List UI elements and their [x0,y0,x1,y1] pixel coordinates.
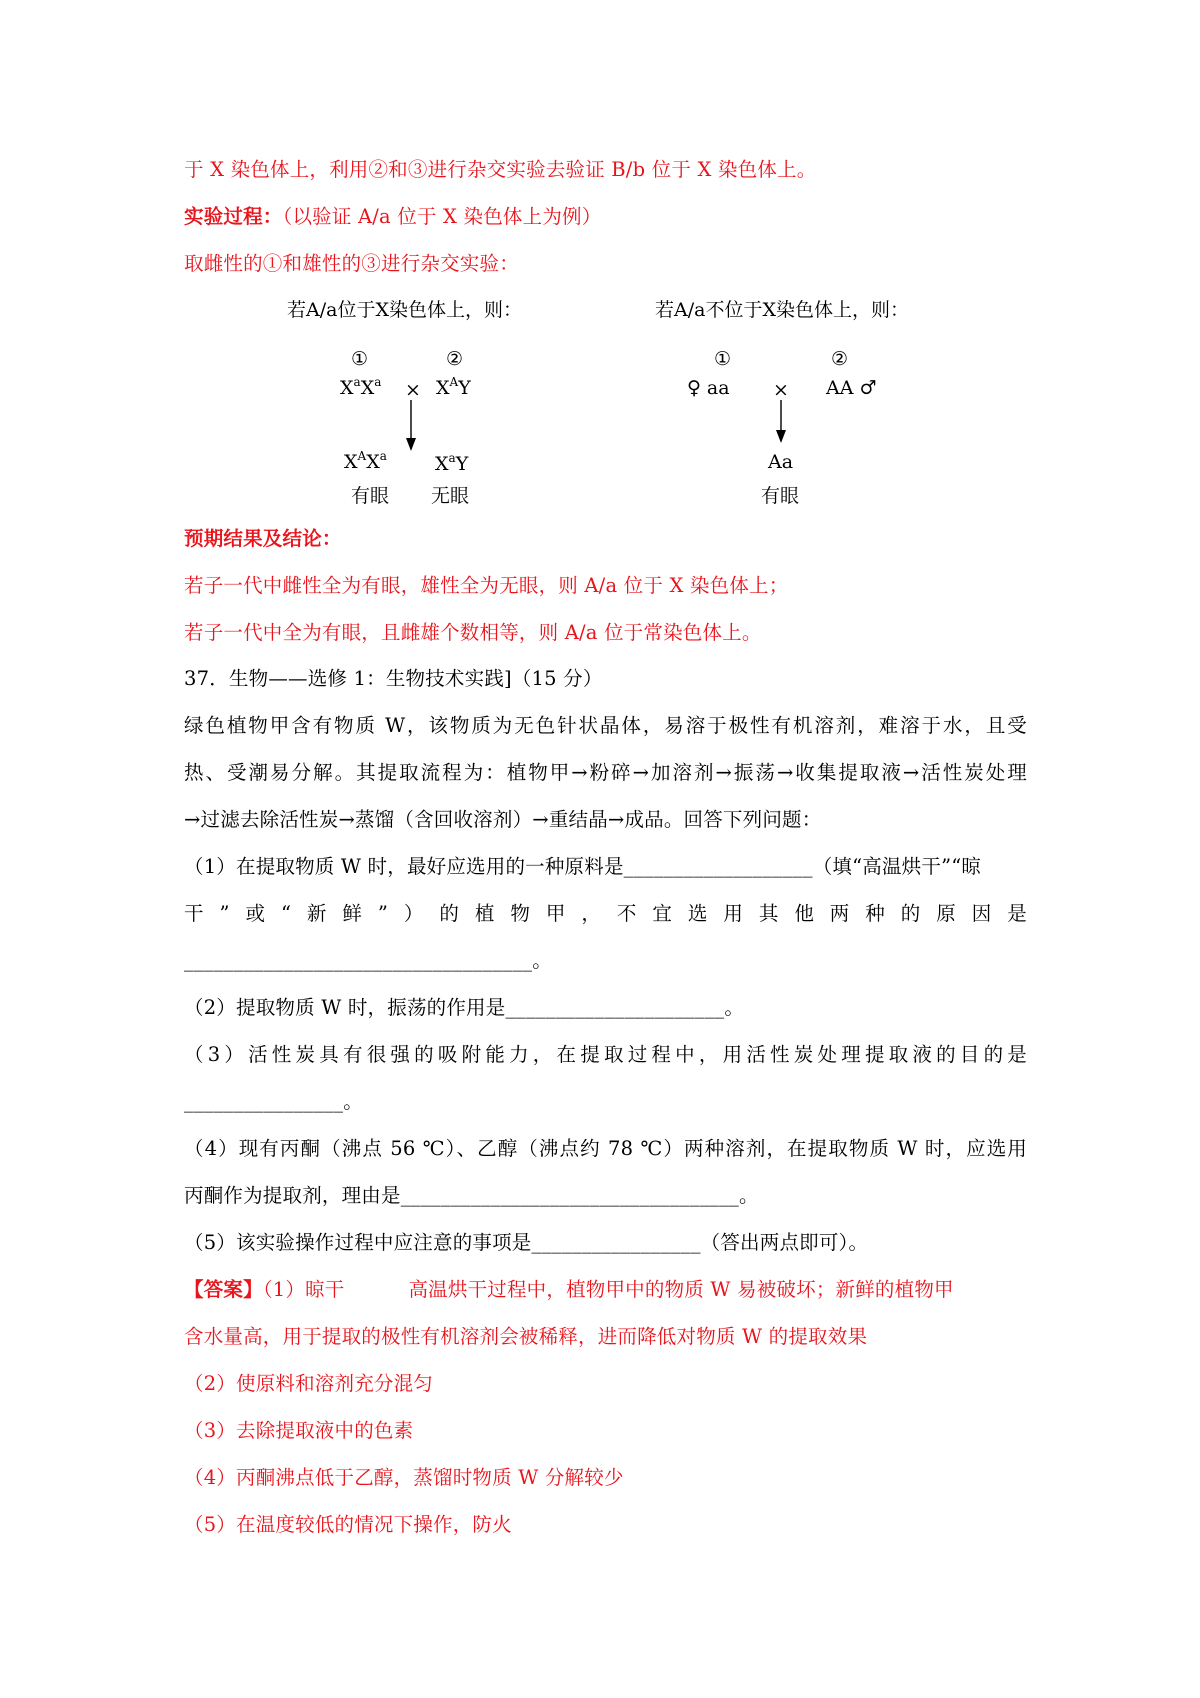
experiment-text: （以验证 A/a 位于 X 染色体上为例） [282,205,602,228]
subquestion-5: （5）该实验操作过程中应注意的事项是_________________（答出两点即可）。 [184,1231,869,1254]
answer-2: （2）使原料和溶剂充分混匀 [184,1372,434,1395]
right-offspring-phenotype: 有眼 [761,485,800,507]
subquestion-4-line-2: 丙酮作为提取剂，理由是__________________________________。 [184,1184,759,1207]
cross-instruction: 取雌性的①和雄性的③进行杂交实验： [184,252,519,275]
right-parent1-number: ① [714,348,732,370]
left-parent2-number: ② [446,348,464,370]
right-parent2-number: ② [831,348,849,370]
left-parent1-genotype: $X^aX^a$ [340,375,382,399]
question-stem-line-1: 绿色植物甲含有物质 W，该物质为无色针状晶体，易溶于极性有机溶剂，难溶于水，且受 [184,714,1027,737]
intro-line: 于 X 染色体上，利用②和③进行杂交实验去验证 B/b 位于 X 染色体上。 [184,158,817,181]
question-stem-line-2: 热、受潮易分解。其提取流程为：植物甲→粉碎→加溶剂→振荡→收集提取液→活性炭处理 [184,761,1027,784]
result-line-2: 若子一代中全为有眼，且雌雄个数相等，则 A/a 位于常染色体上。 [184,621,762,644]
right-caption: 若A/a不位于X染色体上，则： [655,299,909,321]
answer-label: 【答案】 [184,1278,263,1301]
subquestion-1-line-3: ___________________________________。 [184,949,552,972]
subquestion-1-line-2: 干”或“新鲜”）的植物甲，不宜选用其他两种的原因是 [184,902,1027,925]
left-offspring2-genotype: $X^aY$ [435,451,469,475]
experiment-label: 实验过程： [184,205,283,228]
subquestion-3-line-1: （3）活性炭具有很强的吸附能力，在提取过程中，用活性炭处理提取液的目的是 [184,1043,1027,1066]
right-parent2-genotype: AA ♂ [826,377,877,399]
left-caption: 若A/a位于X染色体上，则： [287,299,522,321]
question-37-title: 37．生物——选修 1：生物技术实践]（15 分） [184,667,603,690]
left-offspring2-phenotype: 无眼 [431,485,470,507]
question-stem-line-3: →过滤去除活性炭→蒸馏（含回收溶剂）→重结晶→成品。回答下列问题： [184,808,822,831]
answer-5: （5）在温度较低的情况下操作，防火 [184,1513,512,1536]
answer-3: （3）去除提取液中的色素 [184,1419,414,1442]
answer-1-text: 高温烘干过程中，植物甲中的物质 W 易被破坏；新鲜的植物甲 [408,1278,954,1301]
answer-4: （4）丙酮沸点低于乙醇，蒸馏时物质 W 分解较少 [184,1466,624,1489]
right-cross-sign: × [773,379,789,401]
subquestion-1-line-1: （1）在提取物质 W 时，最好应选用的一种原料是___________________（填“高温烘干”“晾 [184,855,982,878]
answer-1-continuation: 含水量高，用于提取的极性有机溶剂会被稀释，进而降低对物质 W 的提取效果 [184,1325,868,1348]
subquestion-3-line-2: ________________。 [184,1090,363,1113]
left-offspring1-phenotype: 有眼 [351,485,390,507]
left-descent-arrowhead [406,438,416,451]
result-label: 预期结果及结论： [184,527,342,550]
cross-arrows [0,0,1200,520]
answer-1-prefix: （1）晾干 [262,1278,345,1301]
subquestion-4-line-1: （4）现有丙酮（沸点 56 ℃）、乙醇（沸点约 78 ℃）两种溶剂，在提取物质 W 时，应选用 [184,1137,1027,1160]
right-offspring-genotype: Aa [768,451,794,473]
answer-line-1 [184,1276,1027,1304]
left-parent1-number: ① [351,348,369,370]
right-parent1-genotype: ♀ aa [687,377,730,399]
left-cross-sign: × [405,379,421,401]
result-line-1: 若子一代中雌性全为有眼，雄性全为无眼，则 A/a 位于 X 染色体上； [184,574,789,597]
subquestion-2: （2）提取物质 W 时，振荡的作用是______________________。 [184,996,745,1019]
left-parent2-genotype: $X^AY$ [436,375,471,399]
right-descent-arrowhead [776,430,786,443]
left-offspring1-genotype: $X^AX^a$ [344,449,387,473]
